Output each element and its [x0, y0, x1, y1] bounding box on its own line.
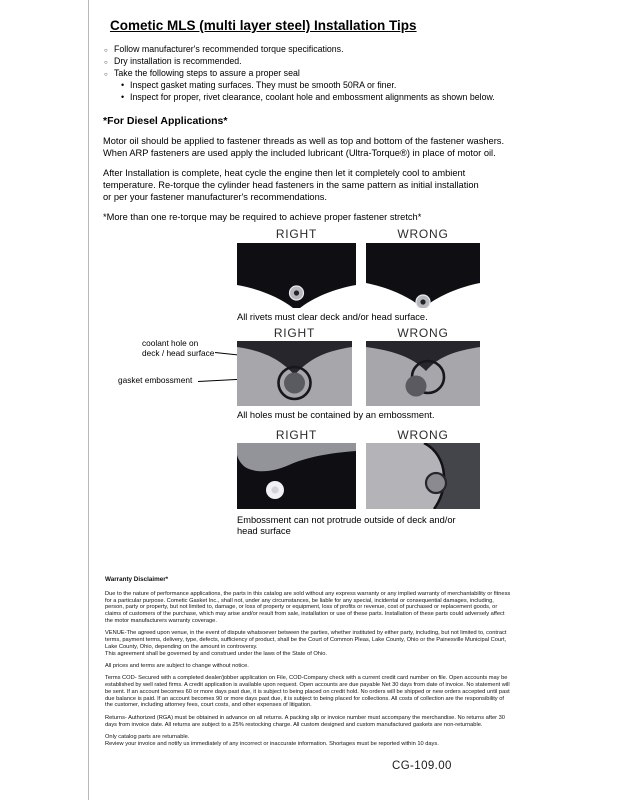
warranty-paragraph: Due to the nature of performance applications, the parts in this catalog are sold without any express warranty or any implied warranty of merchantability or fitness for a particular purpose. Cometic Gasket Inc., shall not, under any circumstances, be liable for any special, incidental or consequential damages, including, person, party or property, but not limited to, damage, or loss of property or equipment, loss of profits or revenue, cost of purchased or replacement goods, or claims of customers of the purchase, which may arise and/or result from sale, installation or use of these parts. Installation of these parts could adversely affect the motor manufacturers warranty coverage. [105, 590, 511, 624]
warranty-paragraph-line: VENUE-The agreed upon venue, in the event of dispute whatsoever between the parties, whether instituted by either party, including, but not limited to, contract terms, payment terms, delivery, type, defects, sufficiency of product, shall be the Court of Common Pleas, Lake County, Ohio or the Painesville Municipal Court, Lake County, Ohio, depending on the amount in controversy. [105, 630, 507, 650]
installation-tips-section [0, 0, 618, 223]
warranty-paragraph: Returns- Authorized (RGA) must be obtained in advance on all returns. A packing slip or invoice number must accompany the merchandise. No returns after 30 days from invoice date. All returns are subject to a 25% restocking charge. All custom designed and custom manufactured gaskets are non-returnable. [105, 714, 505, 728]
protrusion-right-diagram [237, 443, 356, 509]
protrusion-caption: Embossment can not protrude outside of deck and/or head surface [237, 515, 456, 536]
rivet-right-illustration [237, 243, 356, 308]
diesel-paragraph-oil [103, 135, 578, 160]
paragraph-line: When ARP fasteners are used apply the included lubricant (Ultra-Torque®) in place of motor oil. [103, 148, 496, 159]
page-number: CG-109.00 [392, 760, 452, 772]
rivet-clearance-right-diagram [237, 243, 356, 308]
embossment-right-illustration [237, 341, 352, 406]
paragraph-line: Motor oil should be applied to fastener threads as well as top and bottom of the fastener washers. [103, 136, 505, 146]
warranty-disclaimer-section [105, 577, 513, 753]
tip-sub-bullet-surfaces: • Inspect gasket mating surfaces. They must be smooth 50RA or finer. [121, 79, 578, 91]
tip-bullet-torque: ○ Follow manufacturer's recommended torque specifications. [103, 43, 578, 55]
wrong-label-row3: WRONG [397, 428, 449, 442]
embossment-wrong-diagram [366, 341, 480, 406]
protrusion-wrong-diagram [366, 443, 480, 509]
diesel-paragraph-heat-cycle [103, 167, 578, 204]
rivet-wrong-illustration [366, 243, 480, 308]
right-label-row2: RIGHT [273, 326, 316, 340]
tip-bullet-dry-install: ○ Dry installation is recommended. [103, 55, 578, 67]
coolant-hole-callout [142, 338, 224, 358]
right-label-row3: RIGHT [275, 428, 318, 442]
wrong-label-row2: WRONG [397, 326, 449, 340]
paragraph-line: After Installation is complete, heat cycle the engine then let it completely cool to ambient [103, 167, 466, 178]
tip-sub-bullet-alignments: • Inspect for proper, rivet clearance, coolant hole and embossment alignments as shown below. [121, 91, 578, 103]
diesel-applications-heading: *For Diesel Applications* [103, 115, 228, 127]
protrusion-wrong-illustration [366, 443, 480, 509]
warranty-paragraph-line: Only catalog parts are returnable. [105, 733, 190, 740]
protrusion-right-illustration [237, 443, 356, 509]
embossment-right-diagram [237, 341, 352, 406]
embossment-wrong-illustration [366, 341, 480, 406]
gasket-embossment-callout: gasket embossment [118, 375, 193, 385]
paragraph-line: temperature. Re-torque the cylinder head fasteners in the same pattern as initial installation [103, 179, 479, 190]
warranty-paragraph: Terms COD- Secured with a completed dealer/jobber application on File, COD-Company check with a current credit card number on file. Open accounts may be established by well rated firms. A credit application is available upon request. Open accounts are due payable Net 30 days from date of invoice. No statement will be sent. If an account becomes 60 or more days past due, it is subject to being placed on credit hold. No orders will be shipped or new orders accepted until past due balance is paid. If an account becomes 90 or more days past due, it is subject to being placed for collections. All costs of collection are the responsibility of the customer, including attorney fees, court costs, and other expenses of litigation. [105, 675, 510, 709]
paragraph-line: or per your fastener manufacturer's recommendations. [103, 192, 327, 203]
warranty-paragraph [105, 734, 513, 748]
warranty-paragraph: All prices and terms are subject to change without notice. [105, 662, 249, 669]
callout-line-text: deck / head surface [142, 348, 215, 358]
rivet-caption: All rivets must clear deck and/or head surface. [237, 312, 428, 322]
warranty-paragraph [105, 630, 513, 657]
page-title: Cometic MLS (multi layer steel) Installation Tips [110, 18, 417, 33]
tip-bullet-proper-seal: ○ Take the following steps to assure a proper seal [103, 67, 578, 79]
warranty-heading: Warranty Disclaimer* [105, 576, 169, 583]
right-label-row1: RIGHT [275, 227, 318, 241]
warranty-paragraph-line: Review your invoice and notify us immediately of any incorrect or inaccurate information. Shortages must be reported within 10 days. [105, 740, 439, 747]
diagrams-section [0, 228, 618, 546]
warranty-paragraph-line: This agreement shall be governed by and construed under the laws of the State of Ohio. [105, 650, 327, 657]
rivet-clearance-wrong-diagram [366, 243, 480, 308]
callout-line-text: coolant hole on [142, 338, 199, 348]
retorque-note: *More than one re-torque may be required to achieve proper fastener stretch* [103, 212, 422, 223]
embossment-caption: All holes must be contained by an embossment. [237, 410, 435, 420]
wrong-label-row1: WRONG [397, 227, 449, 241]
